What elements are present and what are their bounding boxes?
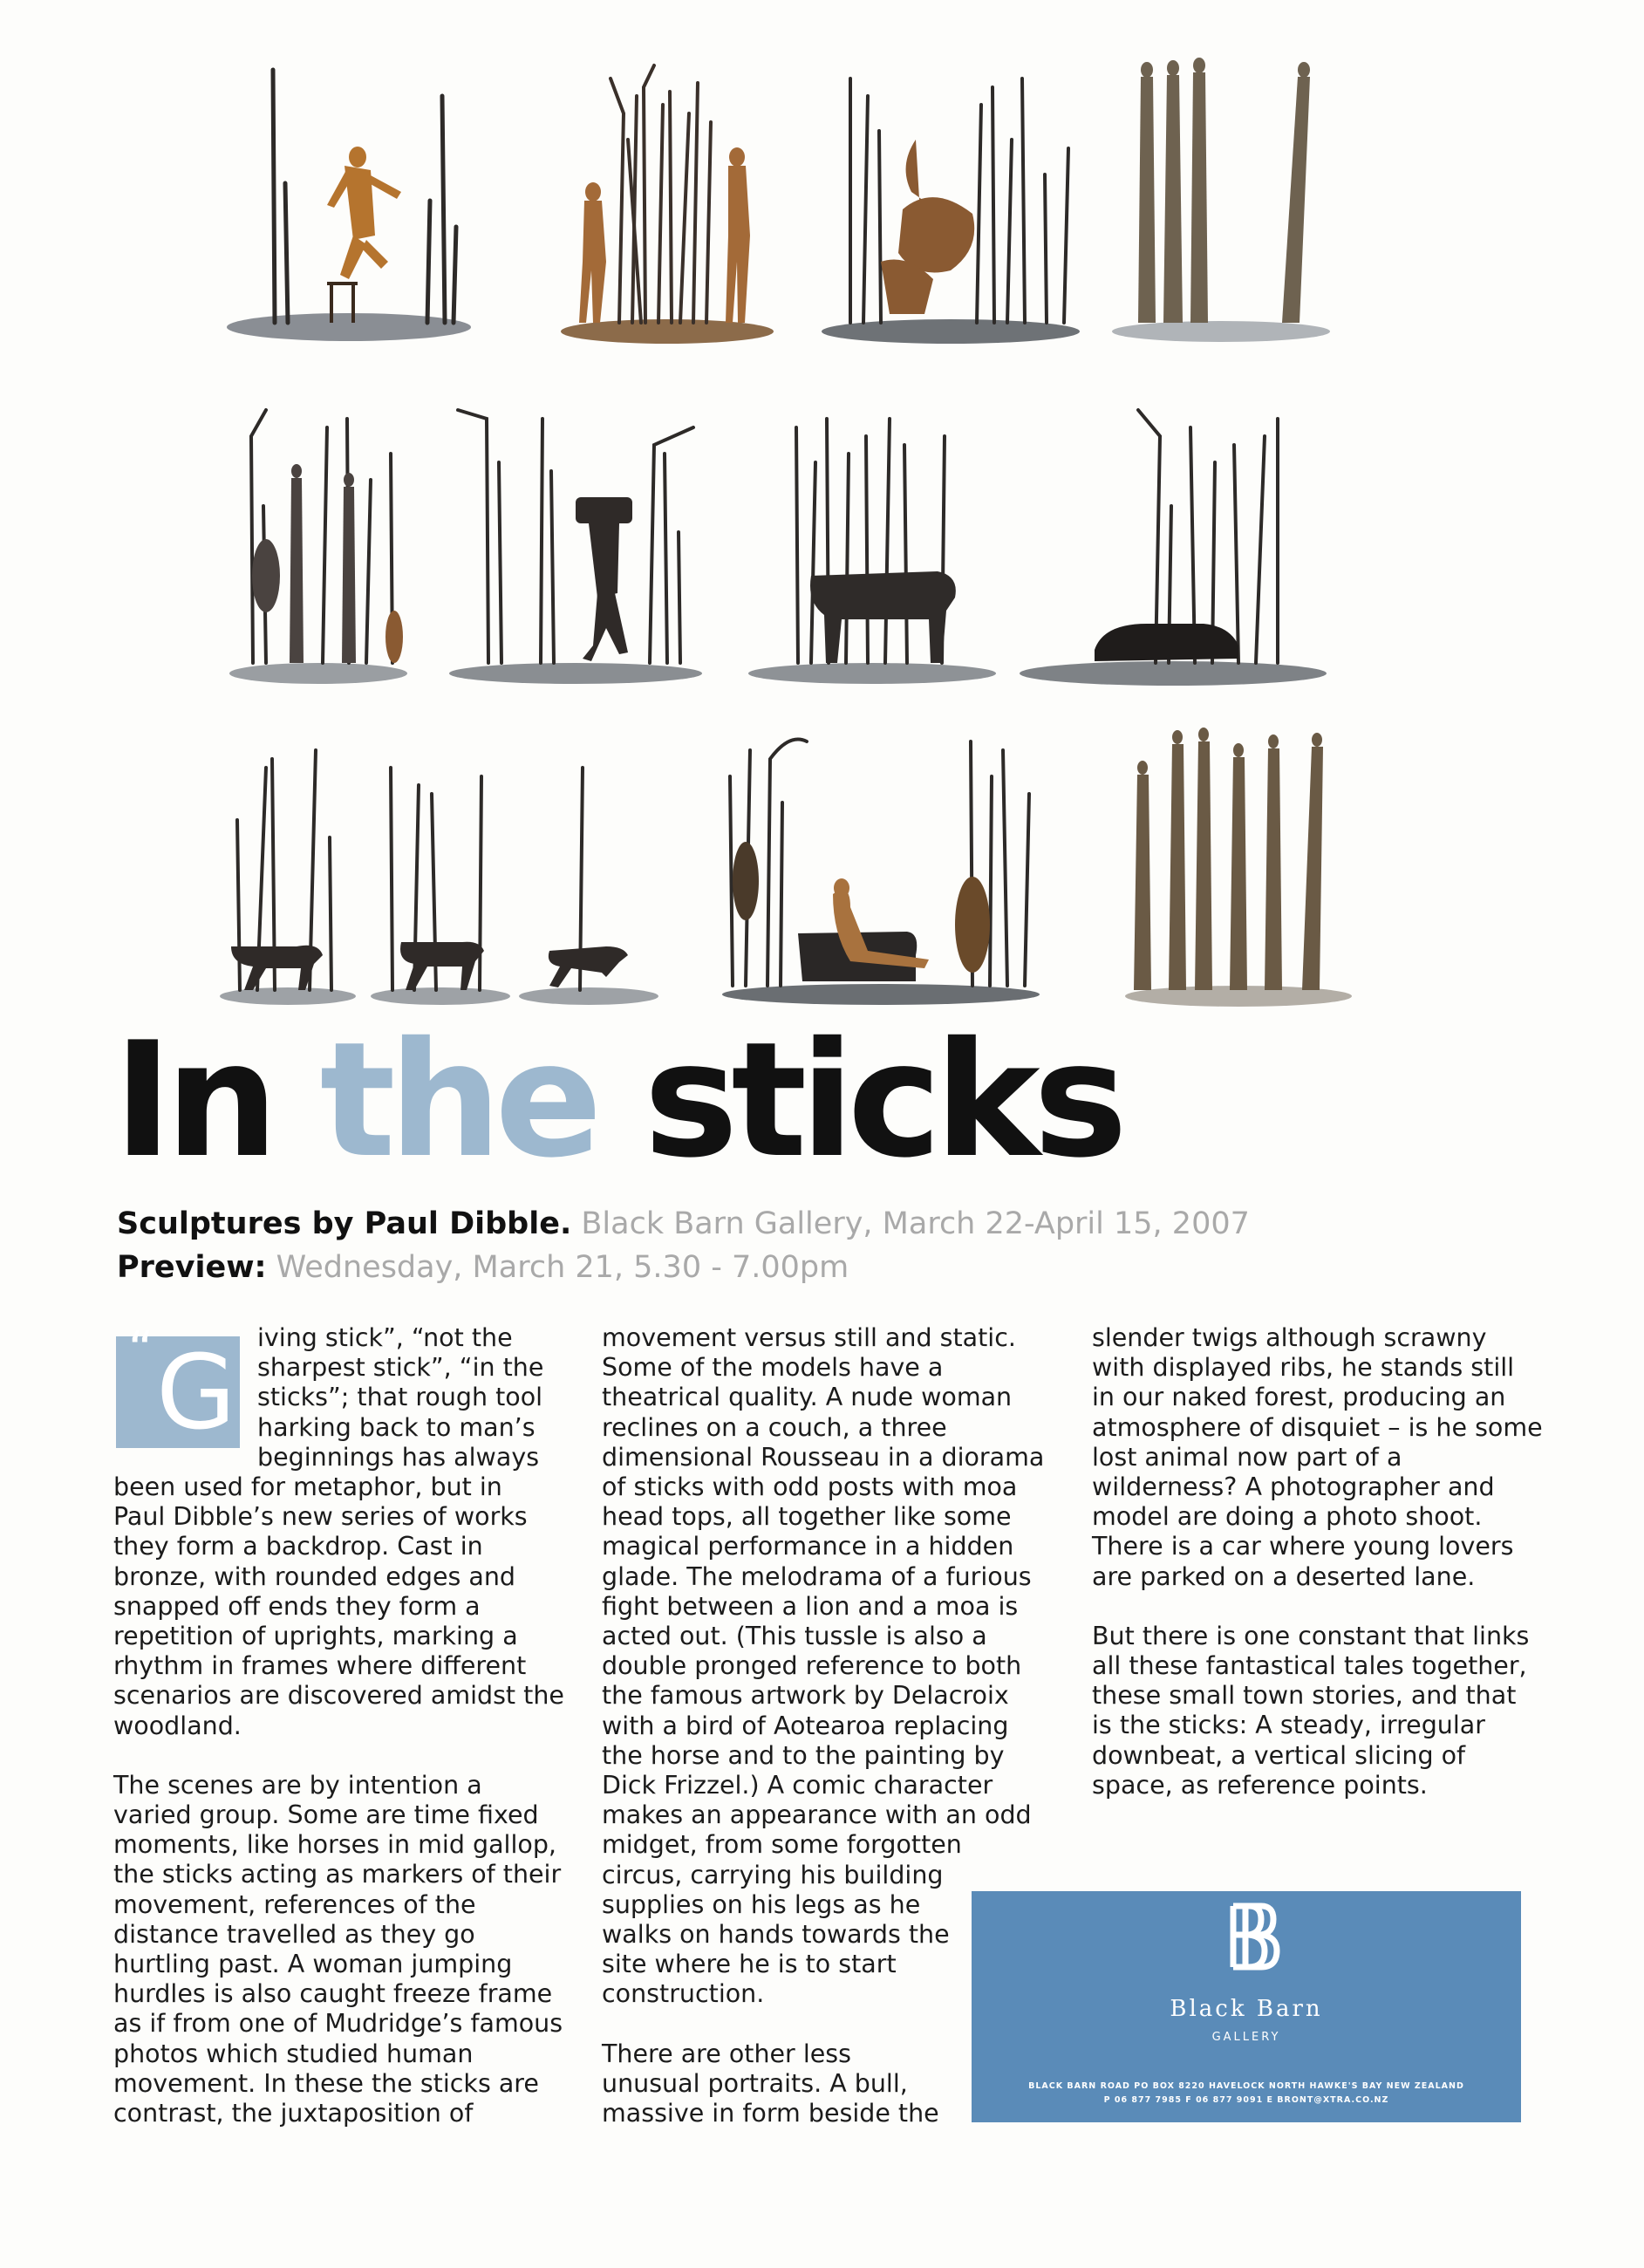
text-line: Paul Dibble’s new series of works [113,1502,528,1532]
text-line: the horse and to the painting by [602,1740,1005,1770]
sculpture-standing-figures [1108,52,1334,349]
text-line: is the sticks: A steady, irregular [1092,1711,1485,1740]
text-line: are parked on a deserted lane. [1092,1561,1476,1591]
text-line: all these fantastical tales together, [1092,1651,1527,1681]
text-line: of sticks with odd posts with moa [602,1472,1018,1502]
text-line: snapped off ends they form a [113,1591,481,1621]
text-line: slender twigs although scrawny [1092,1323,1487,1352]
text-line: unusual portraits. A bull, [602,2068,908,2098]
text-line: bronze, with rounded edges and [113,1561,516,1591]
text-line: movement. In these the sticks are [113,2068,539,2098]
text-column-1 [113,1323,567,2128]
text-column-3 [1092,1323,1545,1800]
title-word-in: In [113,1008,272,1192]
text-line: hurdles is also caught freeze frame [113,1979,553,2009]
text-line: construction. [602,1979,765,2009]
gallery-contact: P 06 877 7985 F 06 877 9091 E BRONT@XTRA.CO.NZ [1103,2095,1389,2105]
text-line: Dick Frizzel.) A comic character [602,1771,993,1800]
text-line: contrast, the juxtaposition of [113,2099,474,2128]
text-line: Some of the models have a [602,1353,944,1383]
text-line: moments, like horses in mid gallop, [113,1830,556,1860]
sculpture-reclining-woman [720,724,1042,1012]
sculpture-handstand-builder [445,401,706,689]
text-line: acted out. (This tussle is also a [602,1622,987,1651]
text-line: glade. The melodrama of a furious [602,1561,1032,1591]
text-line: space, as reference points. [1092,1770,1428,1800]
text-line: But there is one constant that links [1092,1621,1530,1650]
text-line: atmosphere of disquiet – is he some [1092,1412,1543,1442]
text-line: lost animal now part of a [1092,1442,1402,1472]
text-line: with a bird of Aotearoa replacing [602,1711,1009,1740]
text-line: with displayed ribs, he stands still [1092,1353,1515,1383]
subtitle-venue-dates: Black Barn Gallery, March 22-April 15, 2007 [581,1206,1250,1241]
subtitle-line-1 [117,1202,1250,1246]
text-line: massive in form beside the [602,2099,939,2128]
text-line: as if from one of Mudridge’s famous [113,2009,563,2039]
text-line: beginnings has always [257,1442,540,1472]
subtitle-line-2 [117,1246,1250,1289]
text-line: There is a car where young lovers [1092,1532,1514,1561]
text-line: double pronged reference to both [602,1651,1022,1681]
text-line: distance travelled as they go [113,1919,475,1949]
black-barn-logo-panel [972,1891,1521,2122]
text-line: repetition of uprights, marking a [113,1622,518,1651]
text-line: iving stick”, “not the [257,1323,513,1352]
sculpture-bull [746,401,999,689]
bb-monogram-icon [1207,1902,1294,1971]
gallery-sub: GALLERY [1211,2031,1281,2044]
text-line: downbeat, a vertical slicing of [1092,1740,1466,1770]
text-line: sticks”; that rough tool [257,1383,543,1412]
text-line: harking back to man’s [257,1412,535,1442]
text-line: been used for metaphor, but in [113,1472,502,1502]
subtitle-artist: Sculptures by Paul Dibble. [117,1206,572,1241]
title-word-sticks: sticks [644,1008,1122,1192]
text-line: circus, carrying his building [602,1860,944,1889]
text-line: head tops, all together like some [602,1502,1012,1532]
text-line: There are other less [602,2039,851,2068]
text-line: magical performance in a hidden [602,1532,1014,1561]
subtitle-preview-label: Preview: [117,1250,267,1285]
text-line: these small town stories, and that [1092,1681,1517,1711]
text-line: sharpest stick”, “in the [257,1353,544,1383]
paragraph-gap [113,1741,567,1771]
text-line: makes an appearance with an odd [602,1800,1032,1830]
gallery-address: BLACK BARN ROAD PO BOX 8220 HAVELOCK NORTH HAWKE'S BAY NEW ZEALAND [1028,2081,1464,2091]
sculpture-lion-and-moa [820,61,1081,349]
article-title [113,1008,1122,1192]
text-line: hurtling past. A woman jumping [113,1950,513,1979]
text-line: the sticks acting as markers of their [113,1860,562,1889]
text-line: midget, from some forgotten [602,1830,962,1860]
text-line: scenarios are discovered amidst the [113,1681,564,1711]
drop-cap-letter: G [156,1332,236,1452]
text-line: movement versus still and static. [602,1323,1016,1352]
text-line: model are doing a photo shoot. [1092,1502,1483,1532]
text-line: dimensional Rousseau in a diorama [602,1442,1045,1472]
gallery-name: Black Barn [1170,1996,1323,2022]
sculpture-galloping-horses [218,733,663,1012]
sculpture-group-of-figures [1121,715,1356,1012]
text-line: in our naked forest, producing an [1092,1383,1506,1412]
text-line: reclines on a couch, a three [602,1412,947,1442]
text-line: rhythm in frames where different [113,1651,527,1681]
sculpture-two-figures-forest [558,61,776,349]
sculpture-hurdle-jumper [222,61,475,349]
paragraph-gap [1092,1592,1545,1622]
text-line: woodland. [113,1711,242,1740]
title-word-the: the [319,1008,596,1192]
text-line: walks on hands towards the [602,1920,950,1950]
article-subtitle [117,1202,1250,1289]
text-line: the famous artwork by Delacroix [602,1681,1009,1711]
text-line: wilderness? A photographer and [1092,1472,1495,1502]
text-line: photos which studied human [113,2039,474,2068]
text-line: fight between a lion and a moa is [602,1591,1019,1621]
sculpture-photographer-and-model [227,401,410,689]
text-line: site where he is to start [602,1950,897,1979]
text-line: movement, references of the [113,1889,476,1919]
text-line: The scenes are by intention a [113,1770,482,1800]
sculpture-gallery [0,0,1644,1029]
drop-cap-quote: “ [128,1322,154,1378]
subtitle-preview-time: Wednesday, March 21, 5.30 - 7.00pm [276,1250,849,1285]
text-line: supplies on his legs as he [602,1889,921,1919]
text-line: they form a backdrop. Cast in [113,1532,483,1561]
text-line: theatrical quality. A nude woman [602,1383,1013,1412]
text-line: varied group. Some are time fixed [113,1800,539,1830]
sculpture-car [1016,401,1330,689]
